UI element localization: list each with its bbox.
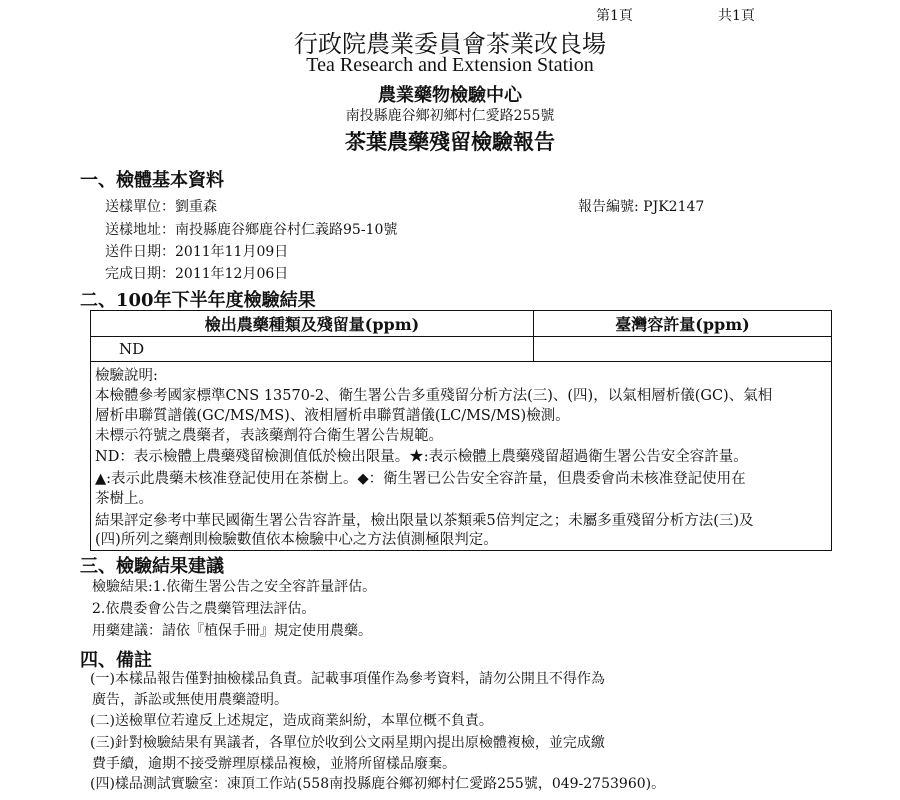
remark-line: (二)送檢單位若違反上述規定，造成商業糾紛，本單位概不負責。 (90, 713, 493, 729)
note-line: (四)所列之藥劑則檢驗數值依本檢驗中心之方法偵測極限判定。 (95, 532, 498, 548)
note-line: 茶樹上。 (95, 491, 153, 507)
column-header: 臺灣容許量(ppm) (534, 311, 832, 337)
note-line: ND：表示檢體上農藥殘留檢測值低於檢出限量。★:表示檢體上農藥殘留超過衛生署公告安全容許量。 (95, 449, 748, 465)
note-line: 未標示符號之農藥者，表該藥劑符合衛生署公告規範。 (95, 428, 443, 444)
page-number: 第1頁 (596, 8, 633, 24)
remark-line: (四)樣品測試實驗室：凍頂工作站(558南投縣鹿谷鄉初鄉村仁愛路255號，049-2753960)。 (90, 776, 666, 792)
center-address: 南投縣鹿谷鄉初鄉村仁愛路255號 (345, 108, 555, 124)
table-cell (534, 337, 832, 362)
page-total: 共1頁 (718, 8, 755, 24)
note-line: ▲:表示此農藥未核准登記使用在茶樹上。◆：衛生署已公告安全容許量，但農委會尚未核准登記使用在 (95, 471, 746, 487)
remark-line: (三)針對檢驗結果有異議者，各單位於收到公文兩星期內提出原檢體複檢，並完成繳 (90, 735, 605, 751)
table-row (91, 337, 832, 362)
report-title: 茶葉農藥殘留檢驗報告 (345, 129, 555, 154)
note-line: 檢驗說明: (95, 368, 158, 384)
advice-line: 檢驗結果:1.依衛生署公告之安全容許量評估。 (92, 579, 377, 595)
remark-line: 廣告，訴訟或無使用農藥證明。 (92, 692, 288, 708)
report-number: 報告編號: PJK2147 (578, 199, 705, 215)
column-header: 檢出農藥種類及殘留量(ppm) (91, 311, 534, 337)
advice-line: 2.依農委會公告之農藥管理法評估。 (92, 601, 316, 617)
sender: 送樣單位：劉重森 (105, 199, 217, 215)
table-header-row (91, 311, 832, 337)
note-line: 本檢體參考國家標準CNS 13570-2、衛生署公告多重殘留分析方法(三)、(四)，以氣相層析儀(GC)、氣相 (95, 388, 773, 404)
advice-line: 用藥建議：請依『植保手冊』規定使用農藥。 (92, 623, 372, 639)
remark-line: (一)本樣品報告僅對抽檢樣品負責。記載事項僅作為參考資料，請勿公開且不得作為 (90, 671, 605, 687)
section2-title: 二、100年下半年度檢驗結果 (80, 290, 316, 311)
done-date: 完成日期：2011年12月06日 (105, 266, 289, 282)
org-name-en: Tea Research and Extension Station (306, 54, 594, 76)
note-line: 層析串聯質譜儀(GC/MS/MS)、液相層析串聯質譜儀(LC/MS/MS)檢測。 (95, 408, 570, 424)
org-name-zh: 行政院農業委員會茶業改良場 (294, 30, 606, 58)
center-name: 農業藥物檢驗中心 (378, 85, 522, 106)
section3-title: 三、檢驗結果建議 (80, 556, 224, 577)
section4-title: 四、備註 (80, 650, 152, 671)
note-line: 結果評定參考中華民國衛生署公告容許量，檢出限量以茶類乘5倍判定之；未屬多重殘留分析方法(三)及 (95, 513, 754, 529)
sent-date: 送件日期：2011年11月09日 (105, 244, 289, 260)
table-cell: ND (91, 337, 534, 362)
section1-title: 一、檢體基本資料 (80, 170, 224, 191)
sender-address: 送樣地址：南投縣鹿谷鄉鹿谷村仁義路95-10號 (105, 222, 398, 238)
remark-line: 費手續，逾期不接受辦理原樣品複檢，並將所留樣品廢棄。 (92, 756, 456, 772)
